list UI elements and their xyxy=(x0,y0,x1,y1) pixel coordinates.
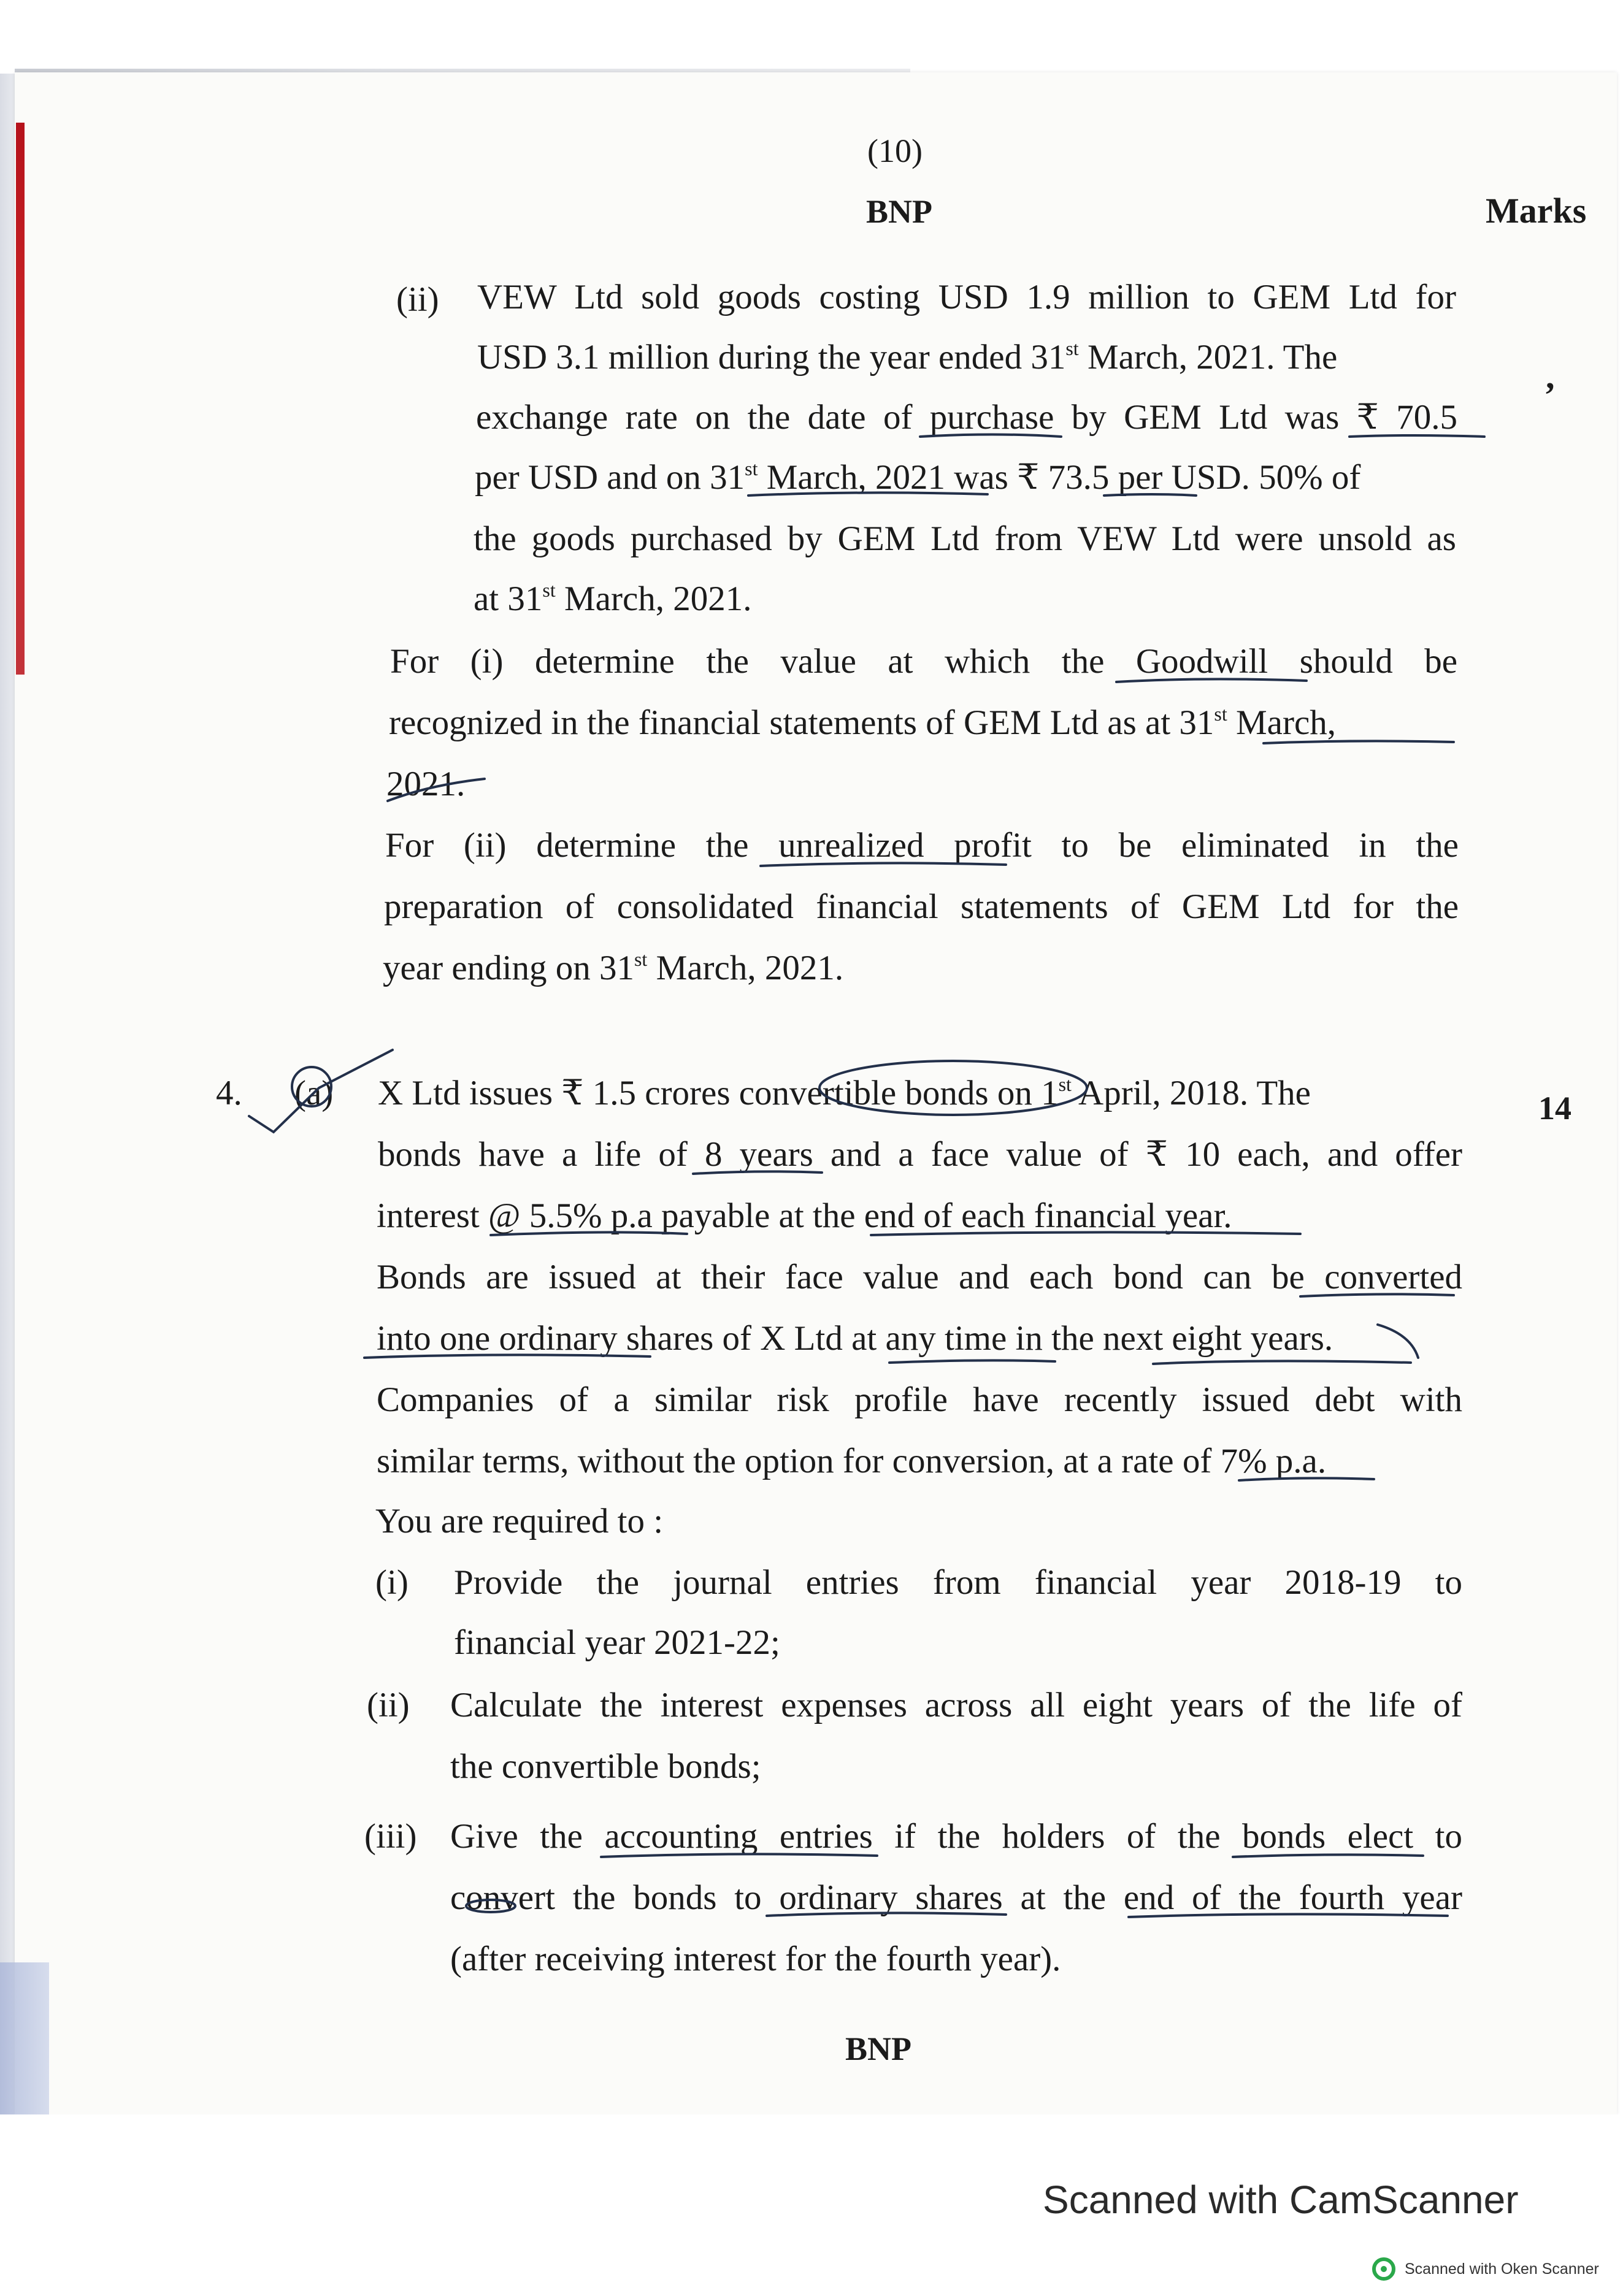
question-part: (a) xyxy=(294,1074,334,1112)
q3-ii-line-2: USD 3.1 million during the year ended 31st March, 2021. The xyxy=(477,337,1338,377)
q4-line-8: You are required to : xyxy=(375,1502,664,1540)
camscanner-watermark: Scanned with CamScanner xyxy=(1043,2178,1519,2222)
question-marks: 14 xyxy=(1538,1090,1571,1127)
q3-part-number: (ii) xyxy=(396,280,439,319)
q4-sub-iii-line-3: (after receiving interest for the fourth year). xyxy=(450,1940,1061,1978)
oken-watermark xyxy=(1372,2257,1599,2281)
q3-req-ii-line-3: year ending on 31st March, 2021. xyxy=(383,948,844,987)
q4-sub-ii-line-2: the convertible bonds; xyxy=(450,1747,761,1786)
q3-req-i-line-3: 2021. xyxy=(386,765,466,803)
q4-line-6: Companies of a similar risk profile have recently issued debt with xyxy=(377,1380,1462,1419)
page-number: (10) xyxy=(867,132,923,169)
oken-logo-icon xyxy=(1372,2257,1396,2281)
q4-sub-i-number: (i) xyxy=(375,1563,409,1602)
marks-column-label: Marks xyxy=(1486,191,1587,231)
red-binding-edge xyxy=(16,123,25,675)
q4-line-4: Bonds are issued at their face value and each bond can be converted xyxy=(377,1258,1462,1296)
q4-line-2: bonds have a life of 8 years and a face value of ₹ 10 each, and offer xyxy=(378,1135,1462,1174)
q3-ii-line-3: exchange rate on the date of purchase by GEM Ltd was ₹ 70.5 xyxy=(476,398,1457,437)
q4-sub-i-line-1: Provide the journal entries from financial year 2018-19 to xyxy=(454,1563,1462,1602)
paper-code-top: BNP xyxy=(866,193,932,230)
q4-sub-ii-line-1: Calculate the interest expenses across all eight years of the life of xyxy=(450,1686,1462,1724)
q3-req-ii-line-2: preparation of consolidated financial statements of GEM Ltd for the xyxy=(384,887,1459,926)
q3-req-i-line-1: For (i) determine the value at which the Goodwill should be xyxy=(390,642,1457,681)
q4-sub-iii-number: (iii) xyxy=(364,1817,417,1856)
q3-req-ii-line-1: For (ii) determine the unrealized profit to be eliminated in the xyxy=(385,826,1459,865)
q3-ii-line-6: at 31st March, 2021. xyxy=(474,579,752,618)
q3-req-i-line-2: recognized in the financial statements of GEM Ltd as at 31st March, xyxy=(389,703,1337,742)
paper-code-bottom: BNP xyxy=(845,2030,911,2067)
q4-sub-ii-number: (ii) xyxy=(367,1686,410,1724)
q4-line-5: into one ordinary shares of X Ltd at any time in the next eight years. xyxy=(377,1319,1333,1358)
oken-label: Scanned with Oken Scanner xyxy=(1405,2260,1599,2278)
q4-line-3: interest @ 5.5% p.a payable at the end of each financial year. xyxy=(377,1196,1232,1235)
blue-scan-artifact xyxy=(0,1962,49,2116)
q3-ii-line-5: the goods purchased by GEM Ltd from VEW Ltd were unsold as xyxy=(474,519,1456,558)
q4-line-7: similar terms, without the option for conversion, at a rate of 7% p.a. xyxy=(377,1442,1327,1480)
q4-sub-i-line-2: financial year 2021-22; xyxy=(454,1623,780,1662)
q4-line-1: X Ltd issues ₹ 1.5 crores convertible bonds on 1st April, 2018. The xyxy=(378,1073,1311,1112)
q3-ii-line-1: VEW Ltd sold goods costing USD 1.9 million to GEM Ltd for xyxy=(477,278,1456,316)
q4-sub-iii-line-1: Give the accounting entries if the holders of the bonds elect to xyxy=(450,1817,1462,1856)
q3-ii-line-4: per USD and on 31st March, 2021 was ₹ 73.5 per USD. 50% of xyxy=(475,457,1361,497)
margin-tick: , xyxy=(1546,356,1555,396)
q4-sub-iii-line-2: convert the bonds to ordinary shares at the end of the fourth year xyxy=(450,1878,1462,1917)
question-number: 4. xyxy=(216,1074,242,1112)
